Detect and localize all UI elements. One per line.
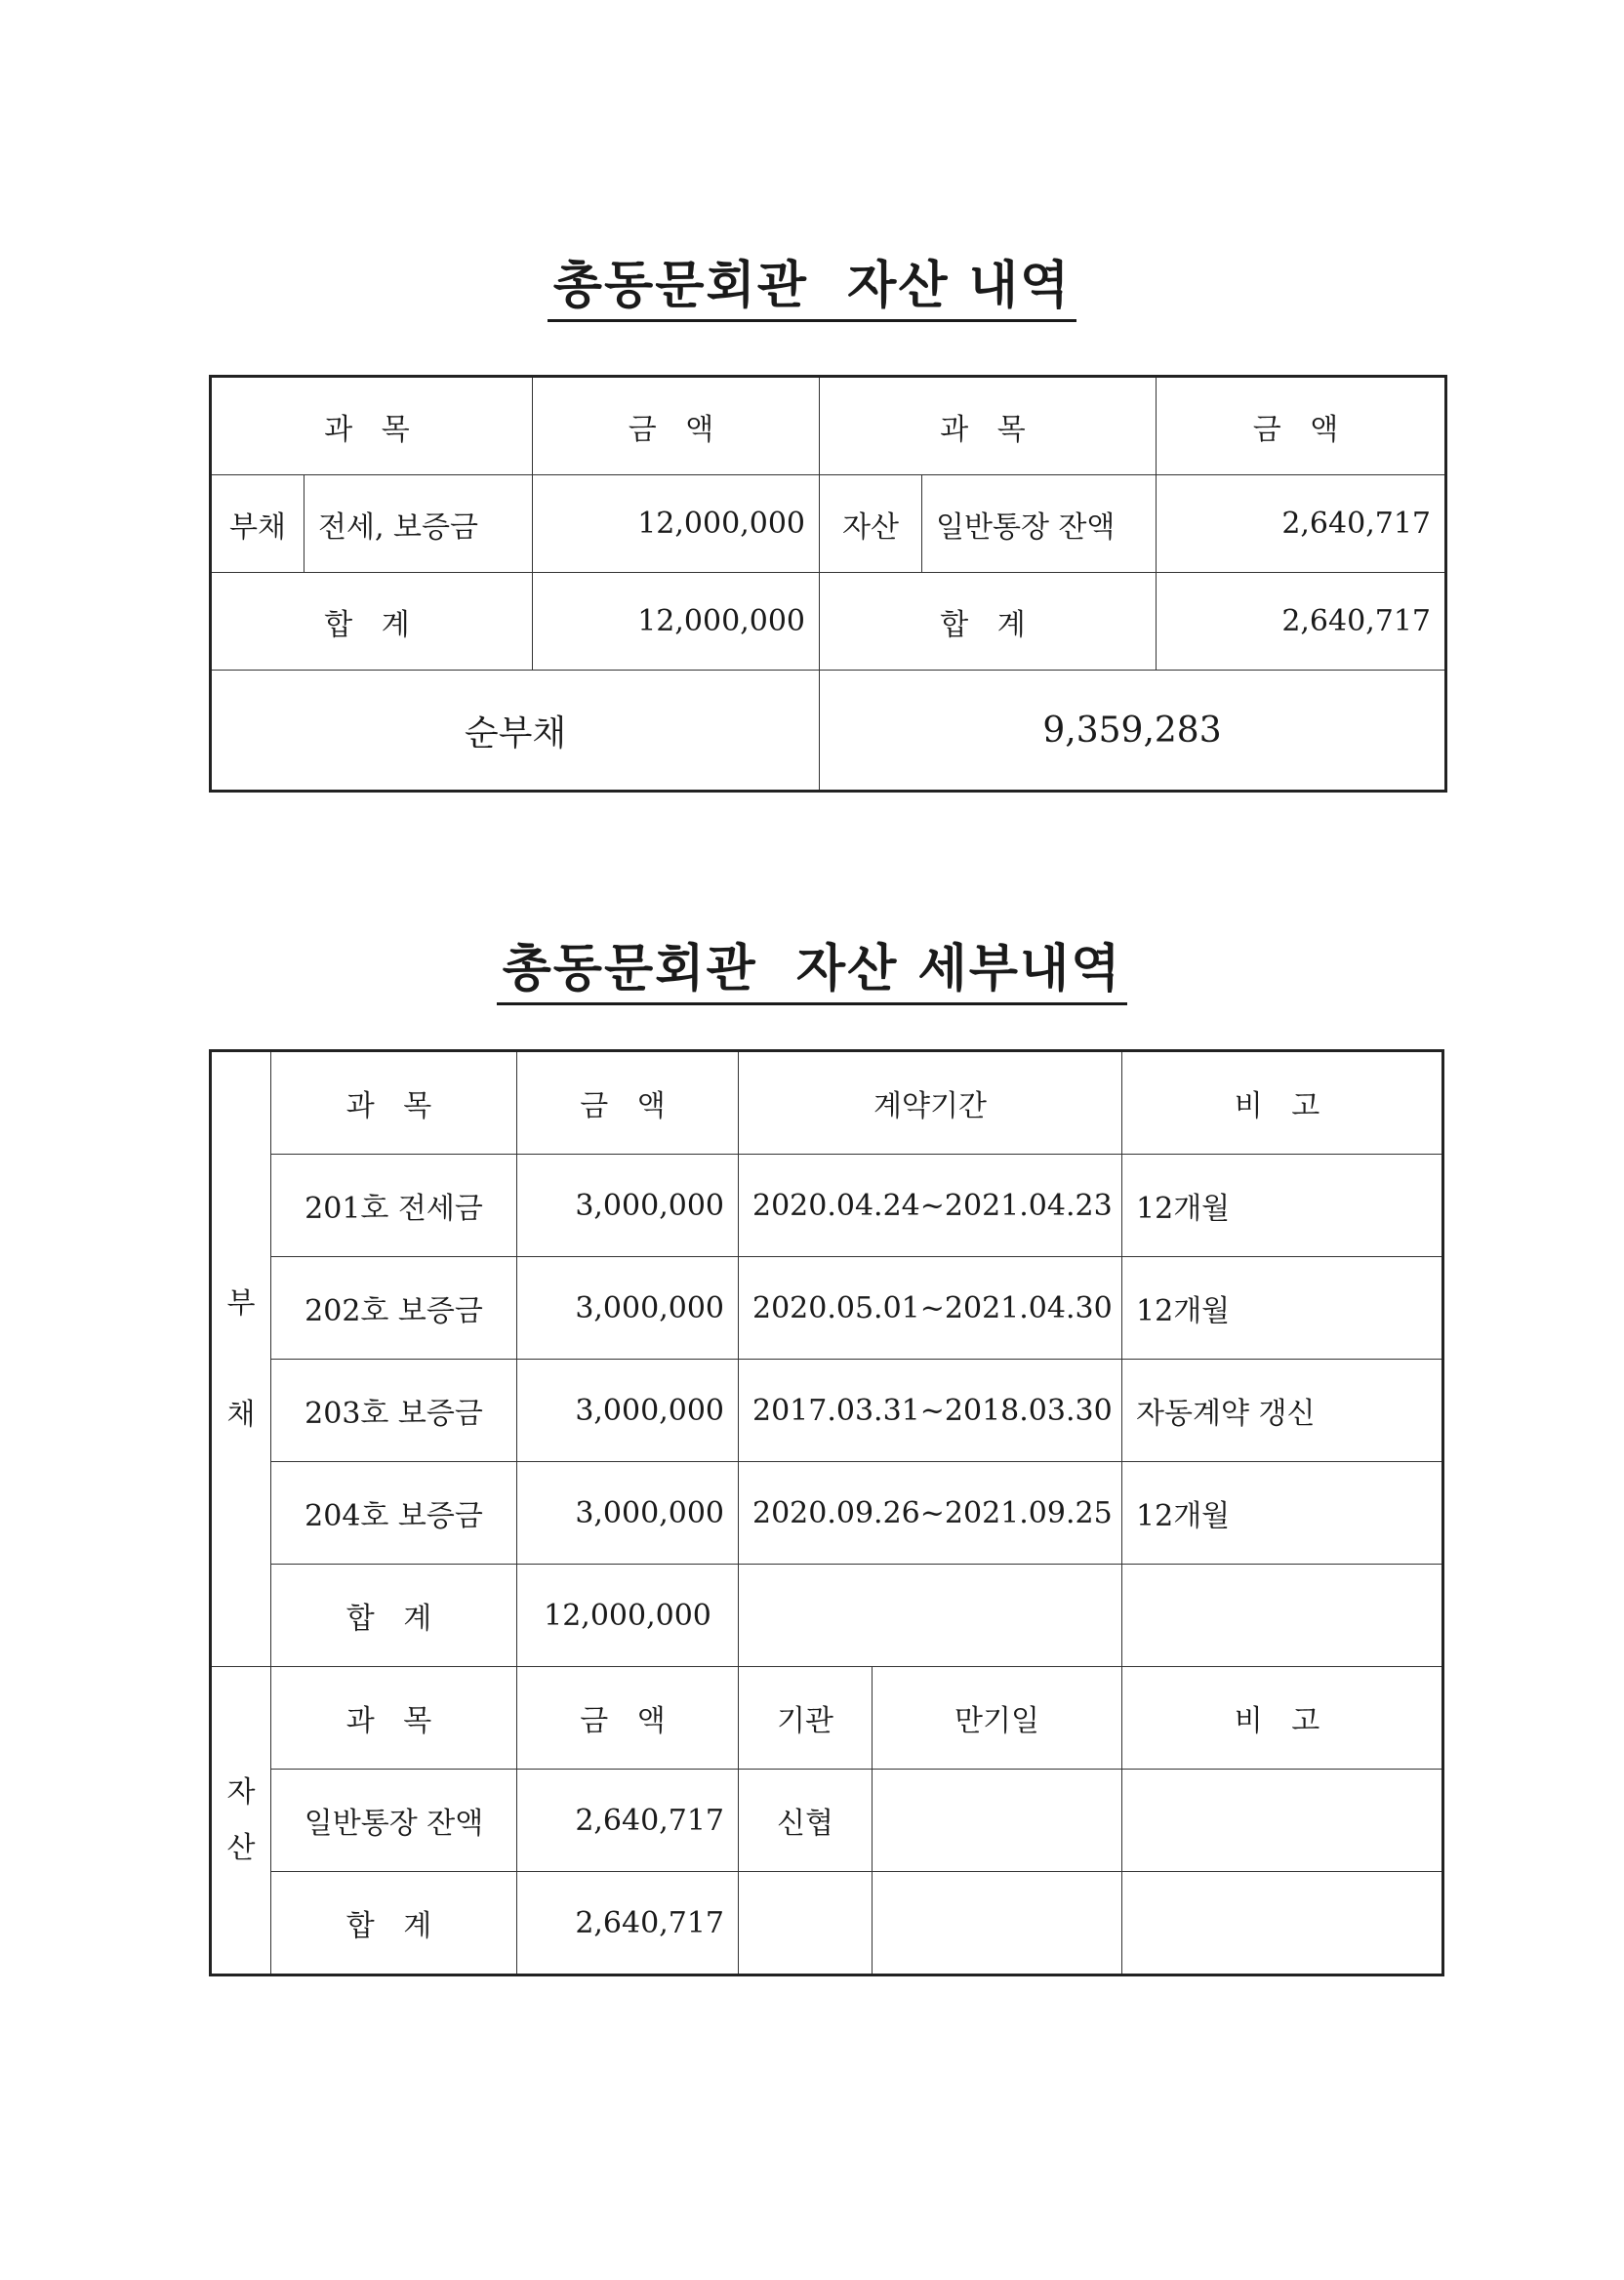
- asset-category: 자산: [820, 475, 922, 573]
- table-row: [211, 1155, 1443, 1257]
- header-subject: 과 목: [820, 377, 1157, 475]
- total-row: [211, 573, 1446, 671]
- asset-side-char-1: 자: [226, 1775, 256, 1810]
- header-note: 비 고: [1122, 1667, 1443, 1770]
- liability-total-label: 합 계: [271, 1565, 517, 1667]
- liability-header-row: [211, 1051, 1443, 1155]
- empty-cell: [1122, 1872, 1443, 1975]
- liability-amount: 12,000,000: [533, 475, 820, 573]
- asset-total-label: 합 계: [271, 1872, 517, 1975]
- liability-item: 204호 보증금: [271, 1462, 517, 1565]
- liability-total-row: [211, 1565, 1443, 1667]
- empty-cell: [873, 1872, 1122, 1975]
- liability-note: 자동계약 갱신: [1122, 1360, 1443, 1462]
- liability-note: 12개월: [1122, 1155, 1443, 1257]
- asset-total-row: [211, 1872, 1443, 1975]
- liability-note: 12개월: [1122, 1462, 1443, 1565]
- asset-amount: 2,640,717: [1157, 475, 1446, 573]
- header-maturity: 만기일: [873, 1667, 1122, 1770]
- asset-item: 일반통장 잔액: [922, 475, 1157, 573]
- net-liability-amount: 9,359,283: [820, 671, 1446, 792]
- net-liability-label: 순부채: [211, 671, 820, 792]
- liability-total-amount: 12,000,000: [517, 1565, 739, 1667]
- liability-item: 203호 보증금: [271, 1360, 517, 1462]
- asset-summary-table: [209, 375, 1447, 793]
- liability-side-char-2: 채: [226, 1398, 256, 1432]
- header-institution: 기관: [739, 1667, 873, 1770]
- asset-header-row: [211, 1667, 1443, 1770]
- liability-amount: 3,000,000: [517, 1462, 739, 1565]
- asset-total-amount: 2,640,717: [517, 1872, 739, 1975]
- table-header-row: [211, 377, 1446, 475]
- table-row: [211, 1257, 1443, 1360]
- title-summary-text: 총동문회관 자산 내역: [548, 257, 1076, 322]
- page-title-summary: [0, 244, 1624, 317]
- liability-item: 201호 전세금: [271, 1155, 517, 1257]
- liability-total-amount: 12,000,000: [533, 573, 820, 671]
- asset-item: 일반통장 잔액: [271, 1770, 517, 1872]
- asset-side-label: [211, 1667, 271, 1975]
- asset-total-amount: 2,640,717: [1157, 573, 1446, 671]
- table-row: [211, 1770, 1443, 1872]
- header-amount: 금 액: [1157, 377, 1446, 475]
- table-row: [211, 1462, 1443, 1565]
- header-amount: 금 액: [517, 1051, 739, 1155]
- liability-side-char-1: 부: [226, 1286, 256, 1321]
- contract-period: 2020.04.24~2021.04.23: [739, 1155, 1122, 1257]
- page-title-detail: [0, 927, 1624, 1000]
- liability-amount: 3,000,000: [517, 1155, 739, 1257]
- empty-cell: [739, 1872, 873, 1975]
- liability-total-label: 합 계: [211, 573, 533, 671]
- header-contract-period: 계약기간: [739, 1051, 1122, 1155]
- asset-note: [1122, 1770, 1443, 1872]
- header-amount: 금 액: [517, 1667, 739, 1770]
- header-subject: 과 목: [271, 1051, 517, 1155]
- contract-period: 2020.05.01~2021.04.30: [739, 1257, 1122, 1360]
- table-row: [211, 1360, 1443, 1462]
- liability-category: 부채: [211, 475, 304, 573]
- title-detail-text: 총동문회관 자산 세부내역: [497, 940, 1128, 1005]
- liability-item: 202호 보증금: [271, 1257, 517, 1360]
- empty-cell: [739, 1565, 1122, 1667]
- header-subject: 과 목: [211, 377, 533, 475]
- asset-institution: 신협: [739, 1770, 873, 1872]
- liability-amount: 3,000,000: [517, 1257, 739, 1360]
- table-row: [211, 475, 1446, 573]
- contract-period: 2020.09.26~2021.09.25: [739, 1462, 1122, 1565]
- asset-side-char-2: 산: [226, 1831, 256, 1865]
- contract-period: 2017.03.31~2018.03.30: [739, 1360, 1122, 1462]
- liability-note: 12개월: [1122, 1257, 1443, 1360]
- liability-item: 전세, 보증금: [304, 475, 533, 573]
- empty-cell: [1122, 1565, 1443, 1667]
- asset-maturity: [873, 1770, 1122, 1872]
- header-amount: 금 액: [533, 377, 820, 475]
- asset-detail-table: [209, 1049, 1444, 1976]
- net-liability-row: [211, 671, 1446, 792]
- asset-total-label: 합 계: [820, 573, 1157, 671]
- header-subject: 과 목: [271, 1667, 517, 1770]
- liability-side-label: [211, 1051, 271, 1667]
- asset-amount: 2,640,717: [517, 1770, 739, 1872]
- header-note: 비 고: [1122, 1051, 1443, 1155]
- liability-amount: 3,000,000: [517, 1360, 739, 1462]
